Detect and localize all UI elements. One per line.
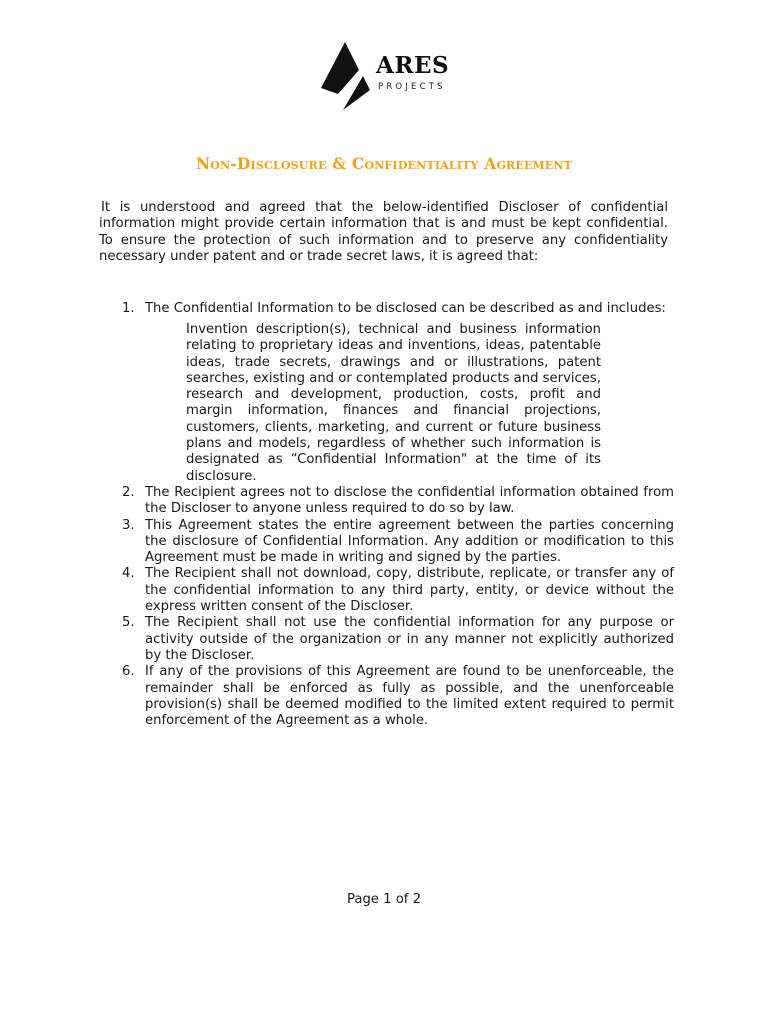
list-item <box>99 664 674 729</box>
list-item <box>99 300 674 485</box>
list-item-text: The Recipient shall not use the confidential information for any purpose or activity outside of the organization or in any manner not explicitly authorized by the Discloser. <box>145 615 674 663</box>
logo-brand-text: ARES <box>376 52 450 79</box>
list-item-number: 4. <box>122 566 135 582</box>
list-item-number: 2. <box>122 484 135 500</box>
list-item-text: If any of the provisions of this Agreement are found to be unenforceable, the remainder shall be enforced as fully as possible, and the unenforceable provision(s) shall be deemed modified to the limited extent required to permit enforcement of the Agreement as a whole. <box>145 664 674 729</box>
intro-text: It is understood and agreed that the below-identified Discloser of confidential information might provide certain information that is and must be kept confidential. To ensure the protection of such information and to preserve any confidentiality necessary under patent and or trade secret laws, it is agreed that: <box>99 200 668 265</box>
list-item <box>99 485 674 518</box>
list-item-text: This Agreement states the entire agreement between the parties concerning the disclosure of Confidential Information. Any addition or modification to this Agreement must be made in writing and signed by the parties. <box>145 517 674 566</box>
list-item-number: 3. <box>122 517 135 533</box>
page-number: Page 1 of 2 <box>347 892 421 907</box>
list-item <box>99 566 674 615</box>
list-item-text: The Recipient agrees not to disclose the confidential information obtained from the Discloser to anyone unless required to do so by law. <box>145 484 674 517</box>
list-item-text: The Confidential Information to be disclosed can be described as and includes: <box>145 301 666 316</box>
agreement-terms-list <box>99 300 674 729</box>
logo-sub-text: PROJECTS <box>378 82 446 92</box>
list-item <box>99 518 674 567</box>
confidential-info-description: Invention description(s), technical and business information relating to proprietary ideas and inventions, ideas, patentable ideas, trade secrets, drawings and or illustrations, patent searches, existing and or contemplated products and services, research and development, production, costs, profit and margin information, finances and financial projections, customers, clients, marketing, and current or future business plans and models, regardless of whether such information is designated as “Confidential Information" at the time of its disclosure. <box>186 322 601 484</box>
list-item <box>99 615 674 664</box>
list-item-text: The Recipient shall not download, copy, distribute, replicate, or transfer any of the confidential information to any third party, entity, or device without the express written consent of the Discloser. <box>145 566 674 615</box>
intro-paragraph <box>99 200 668 266</box>
document-title: Non-Disclosure & Confidentiality Agreement <box>195 154 573 173</box>
list-item-number: 6. <box>122 664 135 680</box>
ares-projects-logo <box>318 40 468 112</box>
list-item-number: 5. <box>122 615 135 631</box>
ares-logo-mark-icon <box>318 40 376 110</box>
list-item-number: 1. <box>122 301 135 316</box>
